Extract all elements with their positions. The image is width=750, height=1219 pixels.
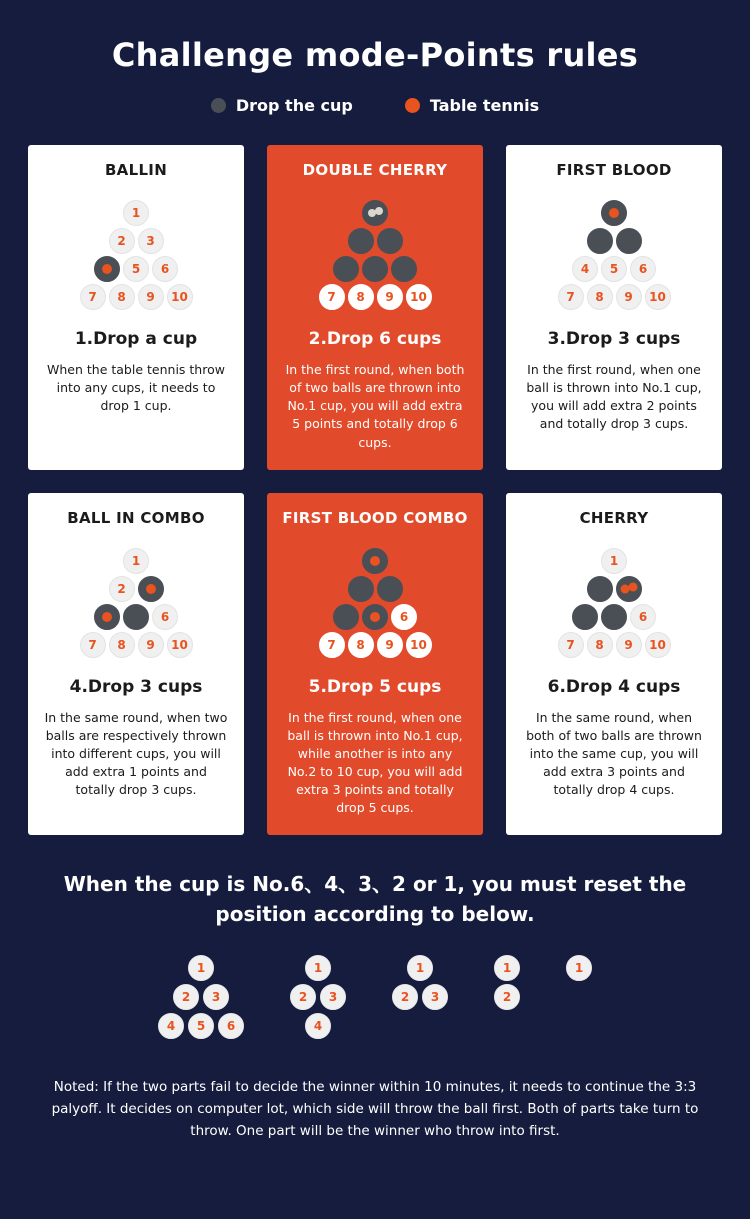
cup-row	[319, 632, 432, 658]
cup-standing: 8	[109, 632, 135, 658]
rule-card	[28, 493, 244, 836]
cup-standing: 7	[80, 632, 106, 658]
cup-row	[572, 256, 656, 282]
cup-dropped	[94, 256, 120, 282]
cup-dropped	[362, 604, 388, 630]
cup-dropped	[362, 548, 388, 574]
cup-row	[362, 200, 388, 226]
rule-card	[267, 145, 483, 470]
cup-pyramid	[558, 543, 671, 663]
cup-dropped	[333, 256, 359, 282]
cup-standing: 10	[167, 284, 193, 310]
reset-cup: 1	[305, 955, 331, 981]
reset-banner: When the cup is No.6、4、3、2 or 1, you must reset the position according to below.	[63, 872, 687, 927]
rule-card-title: FIRST BLOOD	[556, 161, 672, 179]
cup-pyramid	[80, 195, 193, 315]
cup-dropped	[362, 256, 388, 282]
reset-cup: 5	[188, 1013, 214, 1039]
reset-row	[173, 984, 229, 1010]
footer-note: Noted: If the two parts fail to decide the winner within 10 minutes, it needs to continue the 3:3 palyoff. It decides on computer lot, which side will throw the ball first. Both of parts take turn to throw. One part will be the winner who throw into first.	[51, 1079, 699, 1139]
reset-group	[158, 955, 244, 1039]
cup-row	[94, 256, 178, 282]
reset-row	[494, 984, 520, 1010]
cup-row	[587, 228, 642, 254]
cup-standing: 6	[630, 256, 656, 282]
cup-dropped	[123, 604, 149, 630]
cup-dropped	[572, 604, 598, 630]
reset-cup: 3	[203, 984, 229, 1010]
cup-standing: 6	[391, 604, 417, 630]
legend-item-drop-the-cup	[211, 96, 353, 115]
cup-dropped	[377, 228, 403, 254]
cup-standing: 7	[558, 284, 584, 310]
cup-row	[601, 548, 627, 574]
cup-row	[587, 576, 642, 602]
cup-standing: 1	[123, 200, 149, 226]
cup-standing: 1	[601, 548, 627, 574]
cup-standing: 10	[645, 632, 671, 658]
cup-standing: 10	[167, 632, 193, 658]
reset-row	[494, 955, 520, 981]
cup-standing: 8	[587, 632, 613, 658]
cup-standing: 8	[109, 284, 135, 310]
rule-card-subtitle: 2.Drop 6 cups	[308, 329, 442, 349]
cup-standing: 3	[138, 228, 164, 254]
reset-cup: 3	[422, 984, 448, 1010]
legend	[0, 96, 750, 115]
cup-dropped	[94, 604, 120, 630]
cup-standing: 6	[152, 256, 178, 282]
reset-row	[407, 955, 433, 981]
cup-pyramid	[558, 195, 671, 315]
cup-dropped	[587, 228, 613, 254]
reset-cup: 2	[173, 984, 199, 1010]
rule-card-description: In the same round, when two balls are respectively thrown into different cups, you will add extra 1 points and totally drop 3 cups.	[44, 709, 228, 798]
cup-row	[123, 200, 149, 226]
cup-standing: 4	[572, 256, 598, 282]
legend-item-table-tennis	[405, 96, 539, 115]
cup-row	[558, 632, 671, 658]
cup-standing: 7	[319, 284, 345, 310]
cup-dropped	[333, 604, 359, 630]
reset-row	[305, 1013, 331, 1039]
rule-card-description: In the first round, when both of two balls are thrown into No.1 cup, you will add extra 5 points and totally drop 6 cups.	[285, 362, 465, 450]
rule-card-description: In the first round, when one ball is thrown into No.1 cup, while another is into any No.2 to 10 cup, you will add extra 3 points and totally drop 5 cups.	[287, 709, 463, 816]
reset-cup: 1	[188, 955, 214, 981]
rule-card-subtitle: 3.Drop 3 cups	[547, 329, 681, 349]
reset-row	[290, 984, 346, 1010]
cup-standing: 9	[377, 284, 403, 310]
cup-pyramid	[319, 195, 432, 315]
cup-dropped	[616, 576, 642, 602]
reset-cup: 6	[218, 1013, 244, 1039]
reset-cup: 2	[290, 984, 316, 1010]
cup-dropped	[348, 576, 374, 602]
reset-cup: 4	[158, 1013, 184, 1039]
rule-card-title: BALL IN COMBO	[67, 508, 205, 527]
rule-card	[267, 493, 483, 836]
cup-standing: 1	[123, 548, 149, 574]
reset-group	[290, 955, 346, 1039]
reset-diagrams	[0, 955, 750, 1039]
rule-card	[506, 493, 722, 836]
rule-cards-grid	[0, 145, 750, 835]
cup-dropped	[601, 200, 627, 226]
cup-row	[319, 284, 432, 310]
reset-row	[305, 955, 331, 981]
reset-row	[188, 955, 214, 981]
reset-cup: 2	[392, 984, 418, 1010]
cup-standing: 5	[123, 256, 149, 282]
rule-card-description: In the first round, when one ball is thrown into No.1 cup, you will add extra 2 points and totally drop 3 cups.	[526, 362, 702, 432]
cup-standing: 6	[152, 604, 178, 630]
rule-card-title: CHERRY	[579, 508, 649, 527]
cup-dropped	[391, 256, 417, 282]
rule-card-subtitle: 4.Drop 3 cups	[69, 676, 203, 697]
cup-row	[80, 284, 193, 310]
cup-dropped	[138, 576, 164, 602]
reset-row	[566, 955, 592, 981]
cup-standing: 10	[406, 284, 432, 310]
cup-row	[123, 548, 149, 574]
cup-row	[109, 228, 164, 254]
rule-card-subtitle: 6.Drop 4 cups	[547, 676, 681, 697]
reset-cup: 1	[494, 955, 520, 981]
cup-dropped	[348, 228, 374, 254]
rule-card	[28, 145, 244, 470]
rule-card-title: FIRST BLOOD COMBO	[282, 508, 468, 527]
reset-row	[158, 1013, 244, 1039]
cup-standing: 10	[645, 284, 671, 310]
orange-dot-icon	[405, 98, 420, 113]
rule-card-title: DOUBLE CHERRY	[302, 161, 448, 179]
cup-standing: 7	[558, 632, 584, 658]
reset-cup: 4	[305, 1013, 331, 1039]
cup-standing: 9	[138, 284, 164, 310]
legend-label-drop-the-cup: Drop the cup	[235, 96, 353, 115]
rule-card-description: In the same round, when both of two balls are thrown into the same cup, you will add extra 3 points and totally drop 4 cups.	[526, 709, 702, 798]
rule-card-description: When the table tennis throw into any cups, it needs to drop 1 cup.	[47, 362, 225, 414]
cup-standing: 9	[138, 632, 164, 658]
cup-row	[348, 228, 403, 254]
cup-row	[109, 576, 164, 602]
cup-row	[333, 256, 417, 282]
cup-standing: 2	[109, 576, 135, 602]
cup-standing: 9	[377, 632, 403, 658]
cup-row	[362, 548, 388, 574]
cup-dropped	[362, 200, 388, 226]
rule-card-subtitle: 5.Drop 5 cups	[308, 676, 442, 697]
reset-group	[494, 955, 520, 1010]
reset-cup: 3	[320, 984, 346, 1010]
page-title: Challenge mode-Points rules	[111, 36, 639, 74]
cup-row	[80, 632, 193, 658]
cup-standing: 9	[616, 632, 642, 658]
cup-standing: 8	[587, 284, 613, 310]
cup-row	[348, 576, 403, 602]
reset-cup: 1	[566, 955, 592, 981]
cup-row	[601, 200, 627, 226]
cup-standing: 7	[319, 632, 345, 658]
reset-cup: 1	[407, 955, 433, 981]
cup-standing: 8	[348, 632, 374, 658]
cup-dropped	[587, 576, 613, 602]
cup-standing: 9	[616, 284, 642, 310]
cup-standing: 10	[406, 632, 432, 658]
cup-standing: 8	[348, 284, 374, 310]
reset-group	[566, 955, 592, 981]
cup-pyramid	[80, 543, 193, 663]
cup-dropped	[377, 576, 403, 602]
cup-row	[333, 604, 417, 630]
cup-dropped	[601, 604, 627, 630]
cup-standing: 5	[601, 256, 627, 282]
cup-standing: 6	[630, 604, 656, 630]
cup-row	[94, 604, 178, 630]
reset-cup: 2	[494, 984, 520, 1010]
reset-row	[392, 984, 448, 1010]
cup-standing: 7	[80, 284, 106, 310]
rule-card-subtitle: 1.Drop a cup	[74, 329, 198, 349]
legend-label-table-tennis: Table tennis	[429, 96, 540, 115]
rule-card-title: BALLIN	[104, 161, 168, 179]
grey-dot-icon	[211, 98, 226, 113]
rule-card	[506, 145, 722, 470]
cup-row	[572, 604, 656, 630]
reset-group	[392, 955, 448, 1010]
cup-pyramid	[319, 543, 432, 663]
cup-standing: 2	[109, 228, 135, 254]
cup-row	[558, 284, 671, 310]
cup-dropped	[616, 228, 642, 254]
